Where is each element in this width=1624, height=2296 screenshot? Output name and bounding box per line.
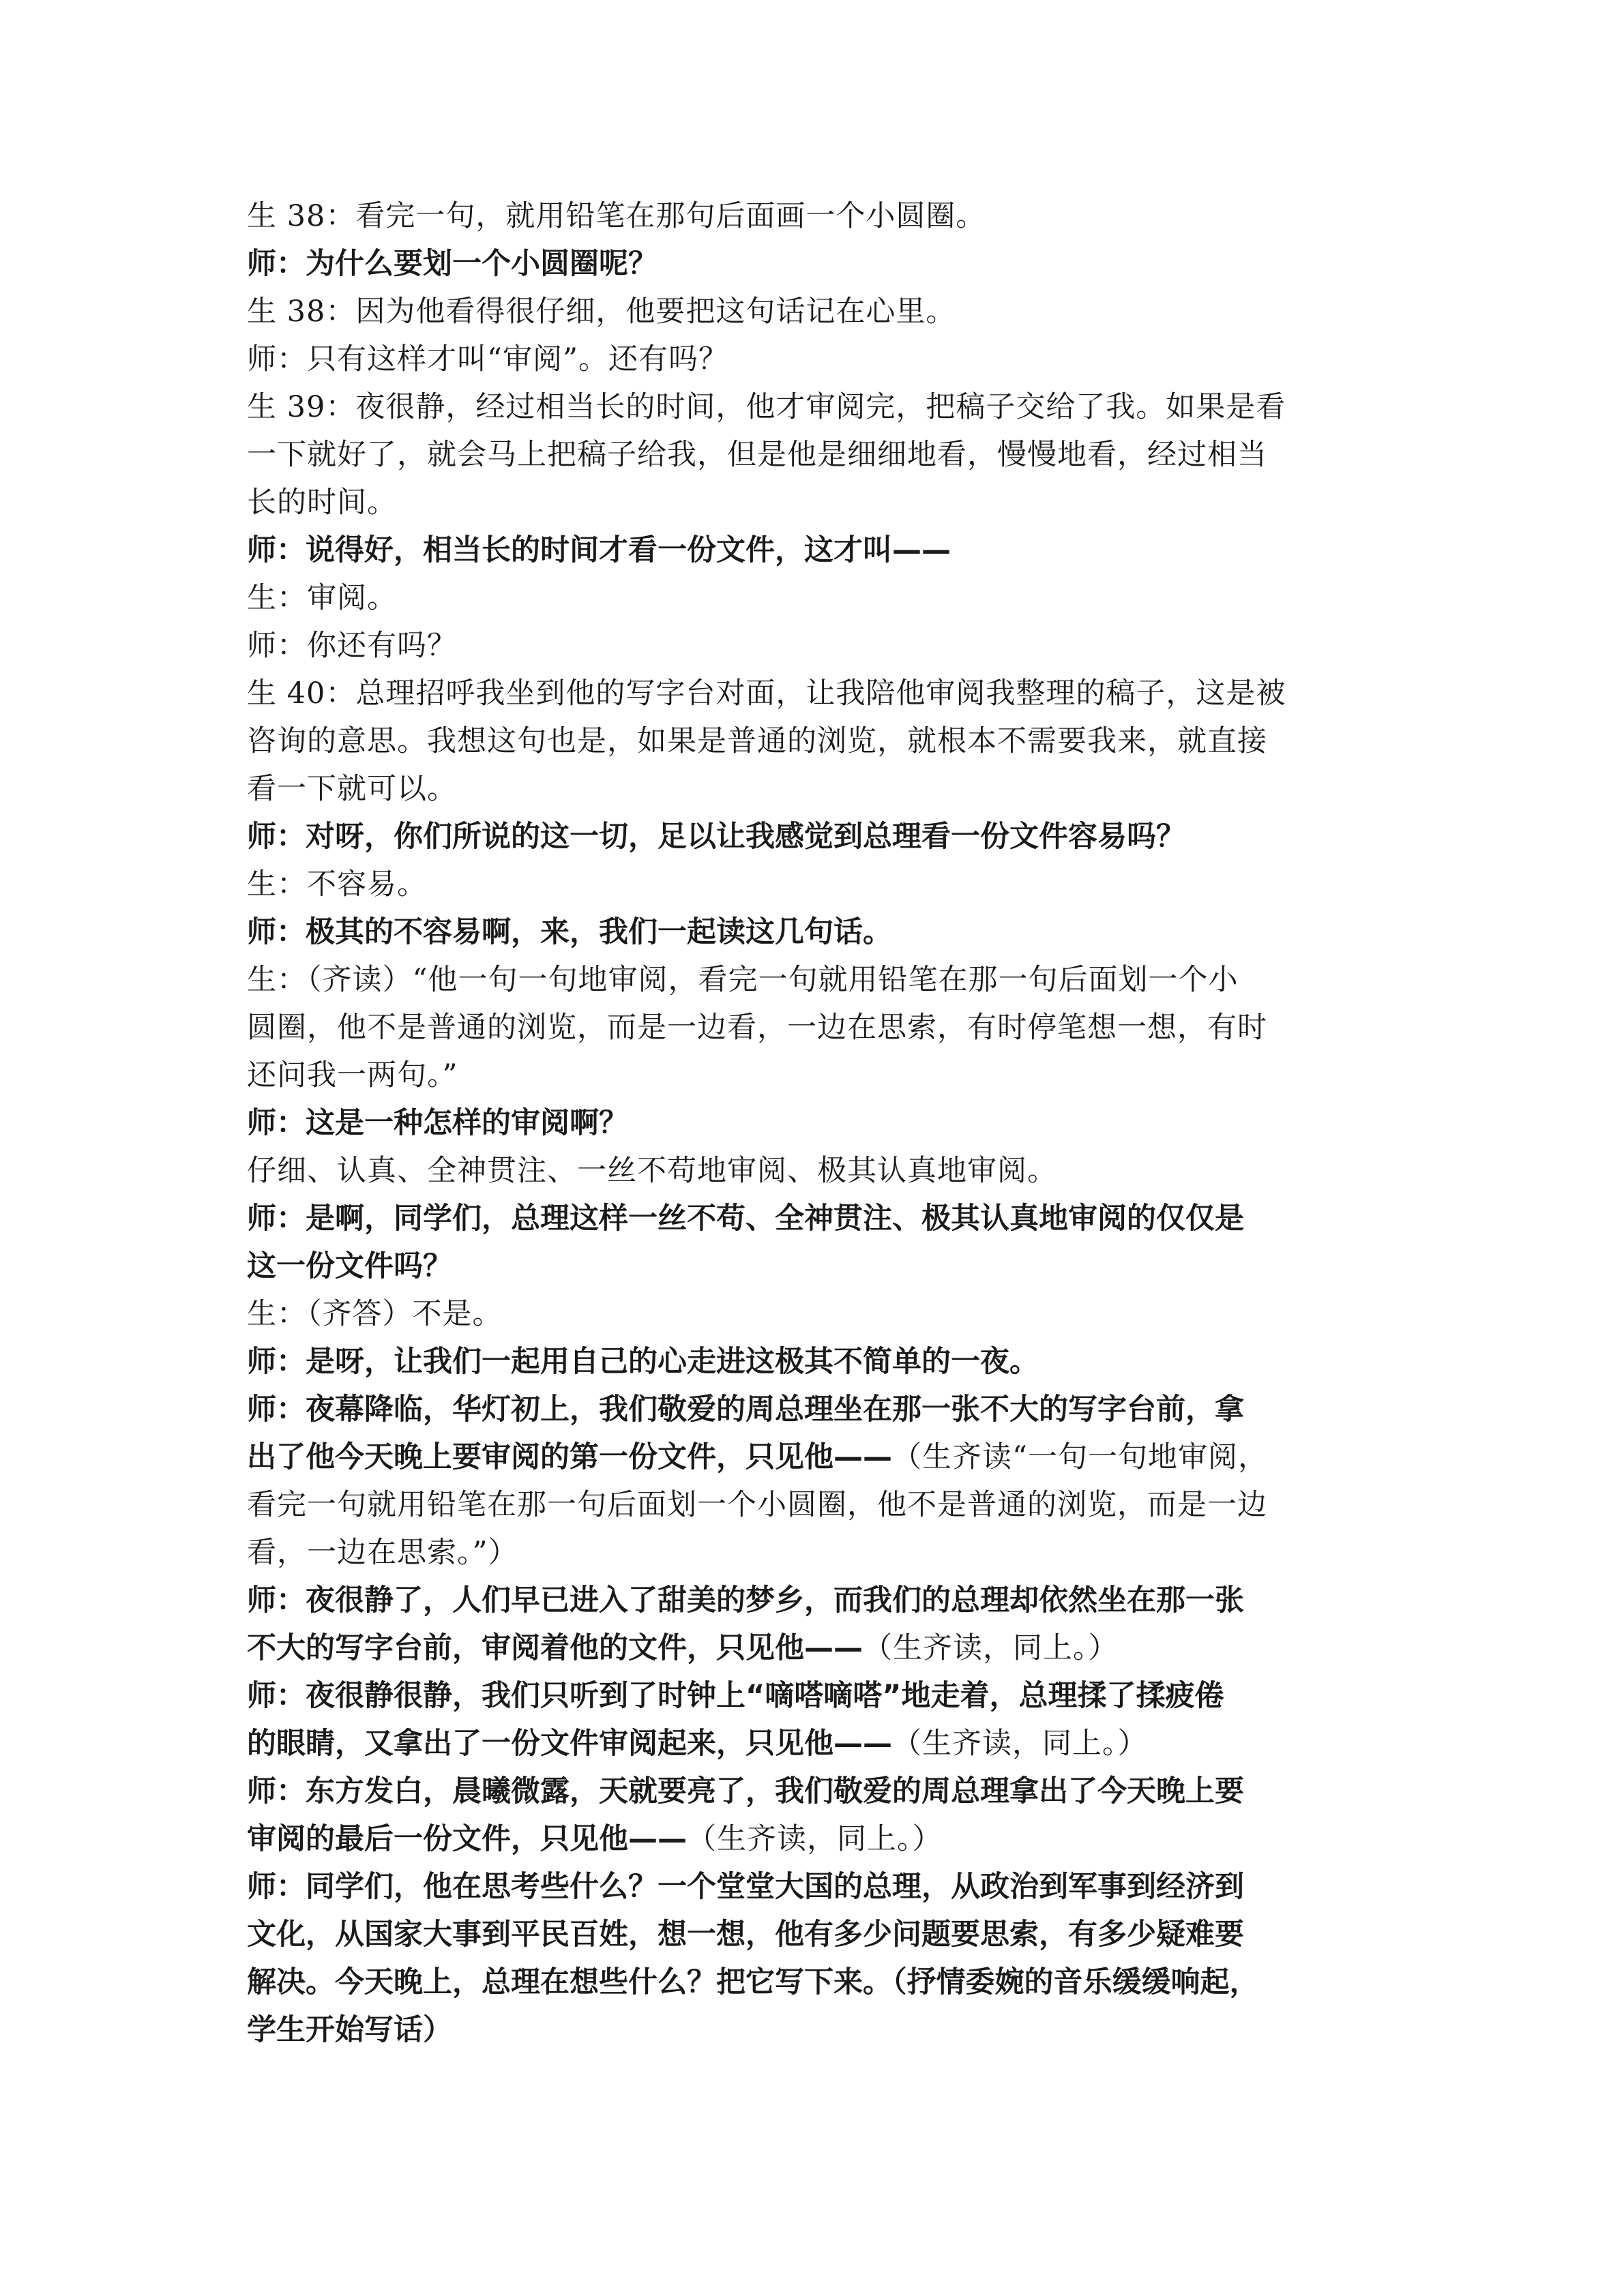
transcript-line bbox=[247, 1911, 1381, 1958]
transcript-line bbox=[247, 1290, 1381, 1338]
transcript-line bbox=[247, 192, 1381, 240]
teacher-text: 师：同学们，他在思考些什么？一个堂堂大国的总理，从政治到军事到经济到 bbox=[247, 1870, 1244, 1904]
transcript-line bbox=[247, 1577, 1381, 1624]
transcript-line bbox=[247, 1195, 1381, 1242]
line-text: 生 40：总理招呼我坐到他的写字台对面，让我陪他审阅我整理的稿子，这是被 bbox=[247, 676, 1286, 711]
line-text: 看，一边在思索。”） bbox=[247, 1536, 518, 1570]
transcript-line bbox=[247, 526, 1381, 574]
teacher-text: 解决。今天晚上，总理在想些什么？把它写下来。（抒情委婉的音乐缓缓响起， bbox=[247, 1965, 1259, 1999]
transcript-line bbox=[247, 1242, 1381, 1290]
transcript-line bbox=[247, 956, 1381, 1004]
teacher-text: 师：夜很静很静，我们只听到了时钟上“嘀嗒嘀嗒”地走着，总理揉了揉疲倦 bbox=[247, 1679, 1224, 1713]
line-text: 生：（齐读）“他一句一句地审阅，看完一句就用铅笔在那一句后面划一个小 bbox=[247, 963, 1239, 997]
line-text: 看完一句就用铅笔在那一句后面划一个小圆圈，他不是普通的浏览，而是一边 bbox=[247, 1488, 1267, 1522]
line-text: 圆圈，他不是普通的浏览，而是一边看，一边在思索，有时停笔想一想，有时 bbox=[247, 1011, 1267, 1045]
line-text: 生：（齐答）不是。 bbox=[247, 1297, 503, 1331]
transcript-line bbox=[247, 336, 1381, 383]
transcript-line bbox=[247, 2006, 1381, 2054]
teacher-text: 师：东方发白，晨曦微露，天就要亮了，我们敬爱的周总理拿出了今天晚上要 bbox=[247, 1774, 1244, 1808]
student-response-text: （生齐读，同上。） bbox=[863, 1631, 1119, 1665]
transcript-line bbox=[247, 288, 1381, 336]
line-text: 一下就好了，就会马上把稿子给我，但是他是细细地看，慢慢地看，经过相当 bbox=[247, 438, 1267, 472]
transcript-line bbox=[247, 240, 1381, 288]
line-text: 看一下就可以。 bbox=[247, 772, 457, 806]
transcript-line bbox=[247, 1099, 1381, 1147]
line-text: 长的时间。 bbox=[247, 486, 397, 520]
transcript-line bbox=[247, 1958, 1381, 2006]
line-text: 师：只有这样才叫“审阅”。还有吗？ bbox=[247, 342, 728, 376]
student-response-text: （生齐读“一句一句地审阅， bbox=[892, 1440, 1268, 1474]
transcript-line bbox=[247, 717, 1381, 765]
teacher-text: 文化，从国家大事到平民百姓，想一想，他有多少问题要思索，有多少疑难要 bbox=[247, 1918, 1244, 1952]
transcript-line bbox=[247, 765, 1381, 813]
teacher-text: 师：是呀，让我们一起用自己的心走进这极其不简单的一夜。 bbox=[247, 1345, 1039, 1379]
transcript-line bbox=[247, 1338, 1381, 1386]
transcript-line bbox=[247, 574, 1381, 622]
transcript-line bbox=[247, 861, 1381, 908]
student-response-text: （生齐读，同上。） bbox=[687, 1822, 943, 1856]
transcript-line bbox=[247, 1004, 1381, 1052]
transcript-line bbox=[247, 1052, 1381, 1099]
transcript-line bbox=[247, 1815, 1381, 1863]
teacher-text: 师：极其的不容易啊，来，我们一起读这几句话。 bbox=[247, 915, 892, 949]
line-text: 生：不容易。 bbox=[247, 867, 427, 901]
line-text: 师：你还有吗？ bbox=[247, 629, 457, 663]
document-page bbox=[247, 192, 1381, 2054]
line-text: 咨询的意思。我想这句也是，如果是普通的浏览，就根本不需要我来，就直接 bbox=[247, 724, 1267, 758]
teacher-text: 这一份文件吗？ bbox=[247, 1249, 452, 1283]
line-text: 仔细、认真、全神贯注、一丝不苟地审阅、极其认真地审阅。 bbox=[247, 1154, 1057, 1188]
transcript-line bbox=[247, 1481, 1381, 1529]
teacher-text: 师：说得好，相当长的时间才看一份文件，这才叫—— bbox=[247, 533, 951, 567]
transcript-line bbox=[247, 431, 1381, 479]
teacher-text: 师：夜幕降临，华灯初上，我们敬爱的周总理坐在那一张不大的写字台前，拿 bbox=[247, 1392, 1244, 1427]
transcript-line bbox=[247, 479, 1381, 526]
teacher-text: 师：夜很静了，人们早已进入了甜美的梦乡，而我们的总理却依然坐在那一张 bbox=[247, 1583, 1244, 1617]
transcript-line bbox=[247, 1529, 1381, 1577]
teacher-text: 师：为什么要划一个小圆圈呢？ bbox=[247, 247, 658, 281]
teacher-text: 出了他今天晚上要审阅的第一份文件，只见他—— bbox=[247, 1440, 892, 1474]
student-response-text: （生齐读，同上。） bbox=[892, 1727, 1148, 1761]
teacher-text: 师：是啊，同学们，总理这样一丝不苟、全神贯注、极其认真地审阅的仅仅是 bbox=[247, 1202, 1244, 1236]
line-text: 生 38：看完一句，就用铅笔在那句后面画一个小圆圈。 bbox=[247, 199, 986, 233]
transcript-line bbox=[247, 1863, 1381, 1911]
transcript-line bbox=[247, 1720, 1381, 1768]
teacher-text: 学生开始写话） bbox=[247, 2013, 452, 2047]
transcript-line bbox=[247, 1147, 1381, 1195]
teacher-text: 师：对呀，你们所说的这一切，足以让我感觉到总理看一份文件容易吗？ bbox=[247, 820, 1185, 854]
transcript-line bbox=[247, 670, 1381, 717]
transcript-line bbox=[247, 1386, 1381, 1433]
transcript-line bbox=[247, 622, 1381, 670]
transcript-line bbox=[247, 1624, 1381, 1672]
teacher-text: 不大的写字台前，审阅着他的文件，只见他—— bbox=[247, 1631, 863, 1665]
teacher-text: 师：这是一种怎样的审阅啊？ bbox=[247, 1106, 628, 1140]
line-text: 生 38：因为他看得很仔细，他要把这句话记在心里。 bbox=[247, 295, 956, 329]
transcript-line bbox=[247, 813, 1381, 861]
line-text: 生 39：夜很静，经过相当长的时间，他才审阅完，把稿子交给了我。如果是看 bbox=[247, 390, 1286, 424]
line-text: 生：审阅。 bbox=[247, 581, 397, 615]
transcript-line bbox=[247, 383, 1381, 431]
teacher-text: 的眼睛，又拿出了一份文件审阅起来，只见他—— bbox=[247, 1727, 892, 1761]
teacher-text: 审阅的最后一份文件，只见他—— bbox=[247, 1822, 687, 1856]
line-text: 还问我一两句。” bbox=[247, 1058, 458, 1092]
transcript-line bbox=[247, 908, 1381, 956]
transcript-line bbox=[247, 1672, 1381, 1720]
transcript-line bbox=[247, 1768, 1381, 1815]
transcript-line bbox=[247, 1433, 1381, 1481]
